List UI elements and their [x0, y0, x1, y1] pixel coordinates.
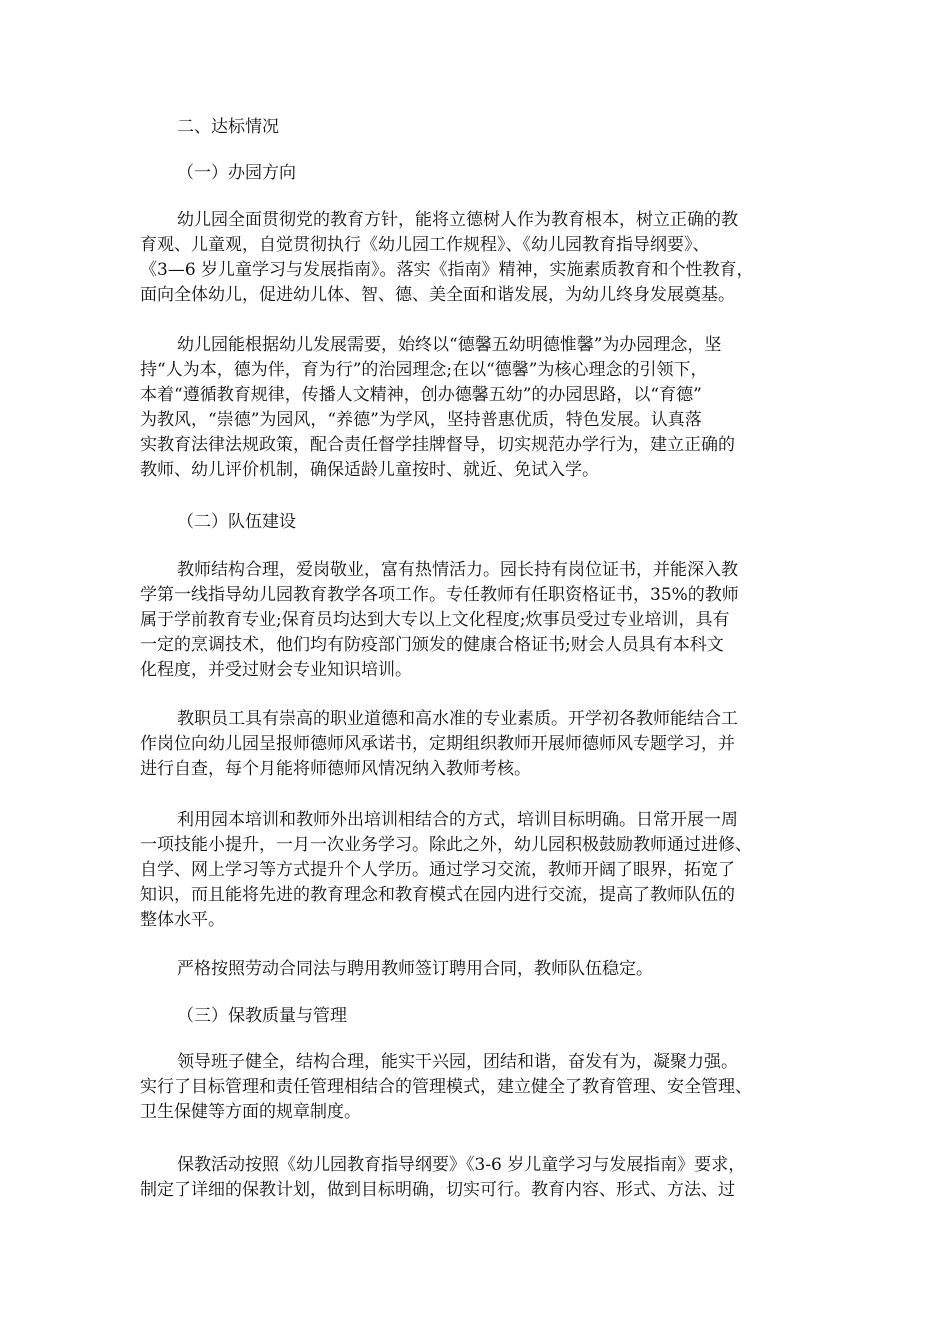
paragraph	[140, 1153, 830, 1203]
subsection-title-2: （二）队伍建设	[177, 512, 296, 532]
text-line: 化程度，并受过财会专业知识培训。	[140, 660, 412, 680]
section-title: 二、达标情况	[177, 117, 279, 137]
text-line: 实行了目标管理和责任管理相结合的管理模式，建立健全了教育管理、安全管理、	[140, 1077, 752, 1097]
text-line: 进行自查，每个月能将师德师风情况纳入教师考核。	[140, 759, 531, 779]
paragraph	[140, 808, 830, 933]
text-line: 卫生保健等方面的规章制度。	[140, 1102, 361, 1122]
text-line: 严格按照劳动合同法与聘用教师签订聘用合同，教师队伍稳定。	[177, 959, 653, 979]
text-line: 本着“遵循教育规律，传播人文精神，创办德馨五幼”的办园思路，以“育德”	[140, 385, 702, 405]
text-line: 育观、儿童观，自觉贯彻执行《幼儿园工作规程》、《幼儿园教育指导纲要》、	[140, 235, 710, 255]
paragraph	[140, 957, 830, 982]
text-line: 教师结构合理，爱岗敬业，富有热情活力。园长持有岗位证书，并能深入教	[177, 560, 738, 580]
text-line: 学第一线指导幼儿园教育教学各项工作。专任教师有任职资格证书，35%的教师	[140, 585, 739, 605]
text-line: 幼儿园能根据幼儿发展需要，始终以“德馨五幼明德惟馨”为办园理念，坚	[177, 335, 722, 355]
text-line: 一项技能小提升，一月一次业务学习。除此之外，幼儿园积极鼓励教师通过进修、	[140, 835, 752, 855]
paragraph	[140, 208, 830, 308]
paragraph	[140, 707, 830, 782]
paragraph	[140, 558, 830, 683]
text-line: 幼儿园全面贯彻党的教育方针，能将立德树人作为教育根本，树立正确的教	[177, 210, 738, 230]
text-line: 一定的烹调技术，他们均有防疫部门颁发的健康合格证书;财会人员具有本科文	[140, 635, 724, 655]
text-line: 知识，而且能将先进的教育理念和教育模式在园内进行交流，提高了教师队伍的	[140, 885, 735, 905]
text-line: 利用园本培训和教师外出培训相结合的方式，培训目标明确。日常开展一周	[177, 810, 738, 830]
text-line: 《3—6 岁儿童学习与发展指南》。落实《指南》精神，实施素质教育和个性教育，	[140, 260, 754, 280]
paragraph	[140, 333, 830, 483]
text-line: 属于学前教育专业;保育员均达到大专以上文化程度;炊事员受过专业培训，具有	[140, 610, 730, 630]
subsection-title-1: （一）办园方向	[177, 163, 296, 183]
text-line: 自学、网上学习等方式提升个人学历。通过学习交流，教师开阔了眼界，拓宽了	[140, 860, 735, 880]
text-line: 教职员工具有崇高的职业道德和高水准的专业素质。开学初各教师能结合工	[177, 709, 738, 729]
text-line: 持“人为本，德为伴，育为行”的治园理念;在以“德馨”为核心理念的引领下，	[140, 360, 708, 380]
text-line: 面向全体幼儿，促进幼儿体、智、德、美全面和谐发展，为幼儿终身发展奠基。	[140, 285, 735, 305]
text-line: 作岗位向幼儿园呈报师德师风承诺书，定期组织教师开展师德师风专题学习，并	[140, 734, 735, 754]
text-line: 保教活动按照《幼儿园教育指导纲要》《3-6 岁儿童学习与发展指南》要求，	[177, 1155, 746, 1175]
text-line: 实教育法律法规政策，配合责任督学挂牌督导，切实规范办学行为，建立正确的	[140, 435, 735, 455]
subsection-title-3: （三）保教质量与管理	[177, 1006, 347, 1026]
text-line: 教师、幼儿评价机制，确保适龄儿童按时、就近、免试入学。	[140, 460, 599, 480]
text-line: 为教风，“崇德”为园风，“养德”为学风，坚持普惠优质，特色发展。认真落	[140, 410, 702, 430]
text-line: 领导班子健全，结构合理，能实干兴园，团结和谐，奋发有为，凝聚力强。	[177, 1052, 738, 1072]
text-line: 整体水平。	[140, 910, 225, 930]
paragraph	[140, 1050, 830, 1125]
text-line: 制定了详细的保教计划，做到目标明确，切实可行。教育内容、形式、方法、过	[140, 1180, 735, 1200]
